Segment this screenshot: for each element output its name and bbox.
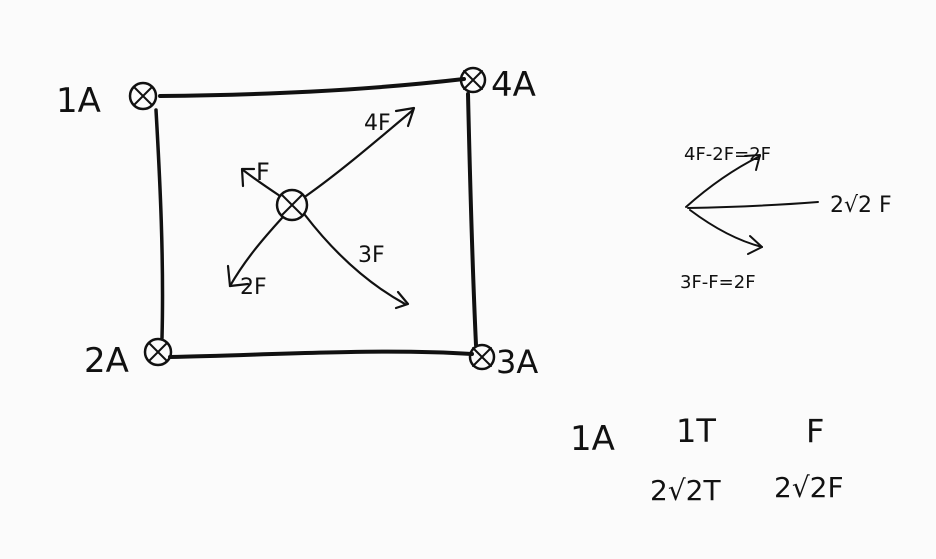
resultant-lower-label: 3F-F=2F: [680, 272, 756, 293]
resultant-upper-label: 4F-2F=2F: [684, 144, 771, 165]
resultant-right-label: 2√2 F: [830, 193, 892, 218]
wire-4A-label: 4A: [491, 65, 536, 105]
force-3F-label: 3F: [358, 243, 385, 268]
wire-3A: [470, 345, 494, 369]
force-4F-label: 4F: [364, 111, 391, 136]
square-top-side: [160, 79, 464, 96]
force-arrow-3F: [305, 215, 408, 308]
wire-1A-label: 1A: [56, 81, 101, 121]
table-1A: 1A: [570, 419, 615, 459]
square-bottom-side: [170, 352, 472, 357]
wire-3A-label: 3A: [496, 343, 539, 381]
table-2root2F: 2√2F: [774, 471, 844, 504]
wire-1A: [130, 83, 156, 109]
square-right-side: [468, 94, 476, 345]
square-left-side: [156, 110, 163, 338]
center-wire: [277, 190, 307, 220]
wire-2A-label: 2A: [84, 341, 129, 381]
force-F-label: F: [256, 158, 270, 186]
square-frame: [156, 79, 476, 357]
table-2root2T: 2√2T: [650, 474, 721, 507]
table-F: F: [806, 412, 825, 450]
table-1T: 1T: [676, 412, 716, 450]
wire-2A: [145, 339, 171, 365]
relation-table: [570, 412, 844, 507]
resultant-lower-arrow: [690, 210, 762, 254]
force-2F-label: 2F: [240, 275, 267, 300]
resultant-horizontal-line: [688, 202, 818, 208]
force-arrow-4F: [306, 108, 414, 196]
